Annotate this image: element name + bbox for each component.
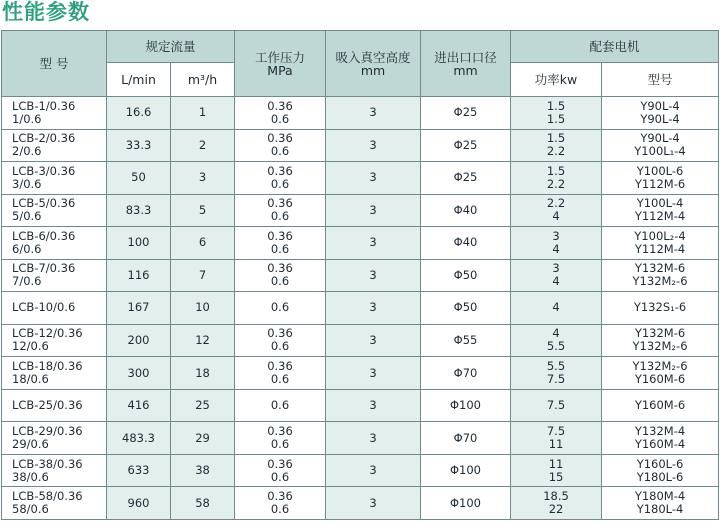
header-port: 进出口口径 mm bbox=[421, 31, 511, 97]
cell-flow-m3h: 25 bbox=[171, 389, 235, 422]
cell-motor-model: Y180M-4 Y180L-4 bbox=[602, 487, 719, 520]
cell-model: LCB-12/0.36 12/0.6 bbox=[2, 324, 107, 357]
cell-port: Φ40 bbox=[421, 227, 511, 260]
cell-flow-lmin: 16.6 bbox=[107, 97, 171, 130]
cell-motor-model: Y160M-6 bbox=[602, 389, 719, 422]
cell-power: 5.5 7.5 bbox=[511, 357, 602, 390]
header-pressure: 工作压力 MPa bbox=[235, 31, 326, 97]
cell-motor-model: Y100L-4 Y112M-4 bbox=[602, 194, 719, 227]
table-row bbox=[2, 422, 719, 455]
cell-motor-model: Y90L-4 Y100L₁-4 bbox=[602, 129, 719, 162]
cell-flow-lmin: 633 bbox=[107, 454, 171, 487]
cell-pressure: 0.6 bbox=[235, 292, 326, 325]
cell-flow-lmin: 100 bbox=[107, 227, 171, 260]
cell-suction: 3 bbox=[326, 487, 421, 520]
header-motor: 配套电机 bbox=[511, 31, 719, 63]
cell-port: Φ25 bbox=[421, 129, 511, 162]
cell-flow-m3h: 29 bbox=[171, 422, 235, 455]
page-title: 性能参数 bbox=[2, 0, 90, 24]
cell-suction: 3 bbox=[326, 454, 421, 487]
cell-pressure: 0.36 0.6 bbox=[235, 422, 326, 455]
cell-flow-lmin: 200 bbox=[107, 324, 171, 357]
cell-flow-m3h: 38 bbox=[171, 454, 235, 487]
table-row bbox=[2, 129, 719, 162]
cell-flow-m3h: 3 bbox=[171, 162, 235, 195]
cell-flow-m3h: 58 bbox=[171, 487, 235, 520]
cell-model: LCB-6/0.36 6/0.6 bbox=[2, 227, 107, 260]
cell-suction: 3 bbox=[326, 324, 421, 357]
cell-port: Φ100 bbox=[421, 454, 511, 487]
cell-model: LCB-58/0.36 58/0.6 bbox=[2, 487, 107, 520]
cell-power: 4 5.5 bbox=[511, 324, 602, 357]
cell-motor-model: Y132M₂-6 Y160M-6 bbox=[602, 357, 719, 390]
cell-model: LCB-7/0.36 7/0.6 bbox=[2, 259, 107, 292]
cell-model: LCB-25/0.36 bbox=[2, 389, 107, 422]
cell-power: 1.5 1.5 bbox=[511, 97, 602, 130]
cell-port: Φ40 bbox=[421, 194, 511, 227]
header-suction: 吸入真空高度 mm bbox=[326, 31, 421, 97]
cell-port: Φ70 bbox=[421, 357, 511, 390]
cell-flow-lmin: 83.3 bbox=[107, 194, 171, 227]
cell-motor-model: Y132S₁-6 bbox=[602, 292, 719, 325]
header-flow-lmin: L/min bbox=[107, 63, 171, 97]
cell-suction: 3 bbox=[326, 97, 421, 130]
cell-flow-lmin: 167 bbox=[107, 292, 171, 325]
cell-power: 3 4 bbox=[511, 259, 602, 292]
cell-motor-model: Y160L-6 Y180L-6 bbox=[602, 454, 719, 487]
cell-pressure: 0.36 0.6 bbox=[235, 227, 326, 260]
cell-pressure: 0.36 0.6 bbox=[235, 97, 326, 130]
cell-flow-m3h: 10 bbox=[171, 292, 235, 325]
cell-model: LCB-29/0.36 29/0.6 bbox=[2, 422, 107, 455]
cell-suction: 3 bbox=[326, 194, 421, 227]
cell-model: LCB-5/0.36 5/0.6 bbox=[2, 194, 107, 227]
cell-port: Φ70 bbox=[421, 422, 511, 455]
table-body bbox=[2, 97, 719, 520]
cell-suction: 3 bbox=[326, 129, 421, 162]
cell-pressure: 0.36 0.6 bbox=[235, 454, 326, 487]
cell-power: 18.5 22 bbox=[511, 487, 602, 520]
cell-flow-lmin: 50 bbox=[107, 162, 171, 195]
cell-pressure: 0.36 0.6 bbox=[235, 129, 326, 162]
performance-table bbox=[1, 30, 719, 520]
table-row bbox=[2, 194, 719, 227]
header-power: 功率kw bbox=[511, 63, 602, 97]
cell-motor-model: Y132M-6 Y132M₂-6 bbox=[602, 259, 719, 292]
cell-port: Φ50 bbox=[421, 292, 511, 325]
cell-power: 7.5 11 bbox=[511, 422, 602, 455]
header-model: 型 号 bbox=[2, 31, 107, 97]
cell-flow-m3h: 2 bbox=[171, 129, 235, 162]
cell-flow-m3h: 1 bbox=[171, 97, 235, 130]
header-flow: 规定流量 bbox=[107, 31, 235, 63]
cell-flow-m3h: 6 bbox=[171, 227, 235, 260]
cell-flow-lmin: 483.3 bbox=[107, 422, 171, 455]
table-row bbox=[2, 162, 719, 195]
table-row bbox=[2, 292, 719, 325]
cell-model: LCB-3/0.36 3/0.6 bbox=[2, 162, 107, 195]
cell-flow-m3h: 7 bbox=[171, 259, 235, 292]
cell-power: 1.5 2.2 bbox=[511, 129, 602, 162]
cell-motor-model: Y90L-4 Y90L-4 bbox=[602, 97, 719, 130]
table-row bbox=[2, 259, 719, 292]
table-row bbox=[2, 389, 719, 422]
table-row bbox=[2, 324, 719, 357]
cell-port: Φ100 bbox=[421, 487, 511, 520]
cell-power: 7.5 bbox=[511, 389, 602, 422]
cell-pressure: 0.36 0.6 bbox=[235, 259, 326, 292]
table-row bbox=[2, 227, 719, 260]
cell-model: LCB-2/0.36 2/0.6 bbox=[2, 129, 107, 162]
cell-pressure: 0.36 0.6 bbox=[235, 324, 326, 357]
cell-model: LCB-1/0.36 1/0.6 bbox=[2, 97, 107, 130]
cell-pressure: 0.36 0.6 bbox=[235, 487, 326, 520]
table-row bbox=[2, 454, 719, 487]
cell-flow-lmin: 960 bbox=[107, 487, 171, 520]
header-flow-m3h: m³/h bbox=[171, 63, 235, 97]
table-row bbox=[2, 357, 719, 390]
cell-motor-model: Y132M-6 Y132M₂-6 bbox=[602, 324, 719, 357]
cell-suction: 3 bbox=[326, 292, 421, 325]
cell-motor-model: Y132M-4 Y160M-4 bbox=[602, 422, 719, 455]
cell-port: Φ100 bbox=[421, 389, 511, 422]
cell-power: 2.2 4 bbox=[511, 194, 602, 227]
cell-flow-m3h: 5 bbox=[171, 194, 235, 227]
cell-port: Φ25 bbox=[421, 162, 511, 195]
cell-power: 4 bbox=[511, 292, 602, 325]
cell-flow-lmin: 416 bbox=[107, 389, 171, 422]
cell-flow-m3h: 12 bbox=[171, 324, 235, 357]
cell-suction: 3 bbox=[326, 389, 421, 422]
cell-model: LCB-18/0.36 18/0.6 bbox=[2, 357, 107, 390]
cell-model: LCB-38/0.36 38/0.6 bbox=[2, 454, 107, 487]
cell-pressure: 0.6 bbox=[235, 389, 326, 422]
cell-power: 3 4 bbox=[511, 227, 602, 260]
cell-flow-m3h: 18 bbox=[171, 357, 235, 390]
cell-suction: 3 bbox=[326, 422, 421, 455]
cell-pressure: 0.36 0.6 bbox=[235, 357, 326, 390]
table-row bbox=[2, 487, 719, 520]
cell-port: Φ50 bbox=[421, 259, 511, 292]
header-motor-model: 型号 bbox=[602, 63, 719, 97]
cell-pressure: 0.36 0.6 bbox=[235, 162, 326, 195]
cell-suction: 3 bbox=[326, 259, 421, 292]
cell-suction: 3 bbox=[326, 227, 421, 260]
cell-power: 11 15 bbox=[511, 454, 602, 487]
cell-port: Φ55 bbox=[421, 324, 511, 357]
cell-power: 1.5 2.2 bbox=[511, 162, 602, 195]
cell-motor-model: Y100L-6 Y112M-6 bbox=[602, 162, 719, 195]
cell-suction: 3 bbox=[326, 162, 421, 195]
cell-suction: 3 bbox=[326, 357, 421, 390]
cell-flow-lmin: 300 bbox=[107, 357, 171, 390]
cell-motor-model: Y100L₂-4 Y112M-4 bbox=[602, 227, 719, 260]
cell-model: LCB-10/0.6 bbox=[2, 292, 107, 325]
cell-port: Φ25 bbox=[421, 97, 511, 130]
table-row bbox=[2, 97, 719, 130]
cell-flow-lmin: 33.3 bbox=[107, 129, 171, 162]
cell-pressure: 0.36 0.6 bbox=[235, 194, 326, 227]
cell-flow-lmin: 116 bbox=[107, 259, 171, 292]
